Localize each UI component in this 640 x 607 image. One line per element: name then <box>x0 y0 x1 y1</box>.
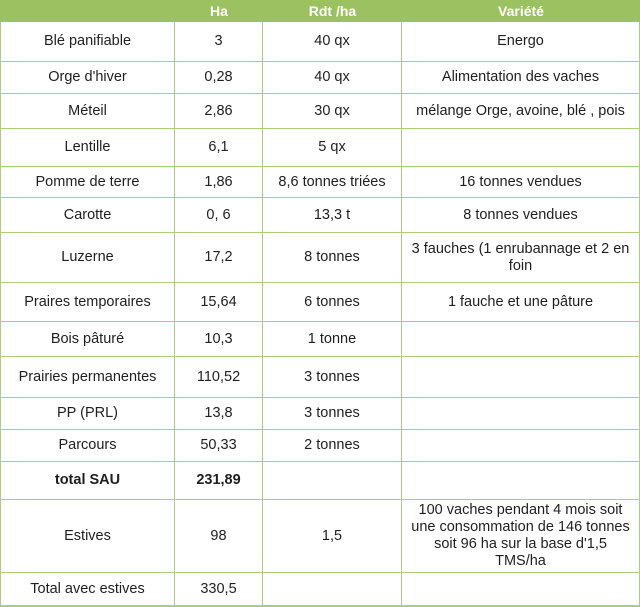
rdt-value-cell: 1 tonne <box>263 322 402 356</box>
crop-label-cell: Estives <box>0 500 175 572</box>
crop-label-cell: Luzerne <box>0 233 175 282</box>
table-row <box>0 129 640 167</box>
column-header-rdt: Rdt /ha <box>308 3 357 19</box>
ha-value-cell: 330,5 <box>175 573 263 605</box>
variete-value-cell <box>402 398 640 429</box>
variete-value-cell: Energo <box>402 22 640 61</box>
table-row <box>0 462 640 500</box>
variete-value-cell: 16 tonnes vendues <box>402 167 640 197</box>
crop-label-cell: PP (PRL) <box>0 398 175 429</box>
variete-value-cell <box>402 462 640 499</box>
table-row <box>0 22 640 62</box>
ha-value-cell: 0,28 <box>175 62 263 93</box>
rdt-value-cell: 5 qx <box>263 129 402 166</box>
rdt-value-cell <box>263 462 402 499</box>
rdt-value-cell: 3 tonnes <box>263 398 402 429</box>
crop-label-cell: Blé panifiable <box>0 22 175 61</box>
variete-value-cell: mélange Orge, avoine, blé , pois <box>402 94 640 128</box>
crop-label-cell: total SAU <box>0 462 175 499</box>
crop-label-cell: Orge d'hiver <box>0 62 175 93</box>
variete-value-cell: 8 tonnes vendues <box>402 198 640 232</box>
variete-value-cell: 3 fauches (1 enrubannage et 2 en foin <box>402 233 640 282</box>
table-row <box>0 357 640 398</box>
table-body <box>0 22 640 607</box>
variete-value-cell: 1 fauche et une pâture <box>402 283 640 321</box>
variete-value-cell: 100 vaches pendant 4 mois soit une consommation de 146 tonnes soit 96 ha sur la base d'1,5 TMS/ha <box>402 500 640 572</box>
table-header-row <box>0 0 640 22</box>
table-row <box>0 94 640 129</box>
ha-value-cell: 0, 6 <box>175 198 263 232</box>
rdt-value-cell: 1,5 <box>263 500 402 572</box>
table-row <box>0 62 640 94</box>
table-row <box>0 573 640 607</box>
ha-value-cell: 98 <box>175 500 263 572</box>
variete-value-cell <box>402 573 640 605</box>
ha-value-cell: 1,86 <box>175 167 263 197</box>
ha-value-cell: 3 <box>175 22 263 61</box>
variete-value-cell: Alimentation des vaches <box>402 62 640 93</box>
ha-value-cell: 13,8 <box>175 398 263 429</box>
table-row <box>0 283 640 322</box>
crop-label-cell: Pomme de terre <box>0 167 175 197</box>
table-row <box>0 500 640 573</box>
crop-label-cell: Carotte <box>0 198 175 232</box>
rdt-value-cell: 40 qx <box>263 22 402 61</box>
variete-value-cell <box>402 129 640 166</box>
rdt-value-cell: 8 tonnes <box>263 233 402 282</box>
table-row <box>0 233 640 283</box>
crop-label-cell: Praires temporaires <box>0 283 175 321</box>
variete-value-cell <box>402 322 640 356</box>
ha-value-cell: 15,64 <box>175 283 263 321</box>
ha-value-cell: 6,1 <box>175 129 263 166</box>
column-header-crop <box>0 0 175 22</box>
crop-label-cell: Lentille <box>0 129 175 166</box>
ha-value-cell: 50,33 <box>175 430 263 461</box>
variete-value-cell <box>402 430 640 461</box>
rdt-value-cell <box>263 573 402 605</box>
column-header-variete: Variété <box>498 3 544 19</box>
crop-label-cell: Méteil <box>0 94 175 128</box>
ha-value-cell: 17,2 <box>175 233 263 282</box>
rdt-value-cell: 30 qx <box>263 94 402 128</box>
table-row <box>0 322 640 357</box>
crop-label-cell: Parcours <box>0 430 175 461</box>
crop-label-cell: Bois pâturé <box>0 322 175 356</box>
rdt-value-cell: 8,6 tonnes triées <box>263 167 402 197</box>
rdt-value-cell: 2 tonnes <box>263 430 402 461</box>
table-row <box>0 430 640 462</box>
ha-value-cell: 2,86 <box>175 94 263 128</box>
table-row <box>0 167 640 198</box>
rdt-value-cell: 3 tonnes <box>263 357 402 397</box>
table-row <box>0 398 640 430</box>
table-row <box>0 198 640 233</box>
ha-value-cell: 231,89 <box>175 462 263 499</box>
rdt-value-cell: 13,3 t <box>263 198 402 232</box>
variete-value-cell <box>402 357 640 397</box>
rdt-value-cell: 40 qx <box>263 62 402 93</box>
ha-value-cell: 110,52 <box>175 357 263 397</box>
crop-label-cell: Prairies permanentes <box>0 357 175 397</box>
column-header-ha: Ha <box>210 3 228 19</box>
ha-value-cell: 10,3 <box>175 322 263 356</box>
rdt-value-cell: 6 tonnes <box>263 283 402 321</box>
crop-label-cell: Total avec estives <box>0 573 175 605</box>
